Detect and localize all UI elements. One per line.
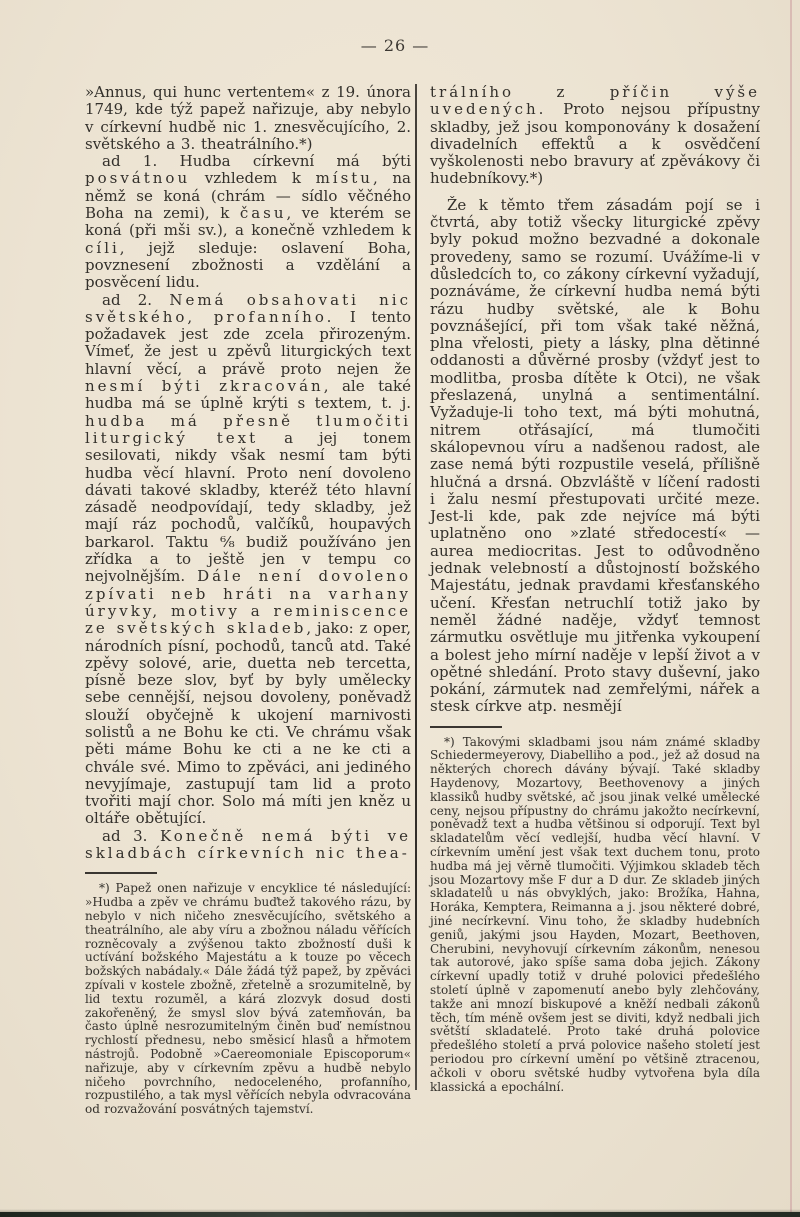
emphasized-text: hudba má přesně tlumočiti liturgický text [85,411,411,447]
right-column-footnote [430,736,760,1095]
emphasized-text: posvátnou [85,169,191,188]
scan-artifact-bottom-edge [0,1212,800,1217]
left-column [85,84,411,1117]
emphasized-text: Konečně nemá býti ve skladbách církevních nic thea- [85,826,411,863]
body-text: ad 2. [102,290,170,309]
body-text: , jako: z oper, národních písní, pochodů, tanců atd. Také zpěvy solové, arie, duetta neb tercetta, písně beze slov, byť by byly umělecky sebe cennější, nejsou dovoleny, poněvadž slouží obyčejně k ukojení marnivosti solistů a ne Bohu ke cti. Ve chrámu však pěti máme Bohu ke cti a ne ke cti a chvále své. Mimo to zpěváci, ani jediného nevyjímaje, zastupují tam lid a proto tvořiti mají chor. Solo má míti jen kněz u oltáře obětující. [85,619,411,828]
emphasized-text: Dále není dovoleno zpívati neb hráti na varhany úryvky, motivy a reminiscence ze světských skladeb [85,567,411,638]
footnote-separator-right [430,726,502,728]
body-text: ad 1. Hudba církevní má býti [102,152,411,171]
footnote-separator-left [85,872,157,874]
body-text: a jej tonem sesilovati, nikdy však nesmí tam býti hudba věcí hlavní. Proto není dovoleno dávati takové skladby, kteréž této hlavní zásadě neodpovídají, tedy skladby, jež mají ráz pochodů, valčíků, houpavých barkarol. Taktu ⁶⁄₈ budiž používáno jen zřídka a to ještě jen v tempu co nejvolnějším. [85,428,411,586]
body-text: , na němž se koná (chrám — sídlo věčného Boha na zemi), k [85,169,411,223]
emphasized-text: trálního z příčin výše uvedených. [430,83,760,119]
paragraph [430,84,760,188]
paragraph [430,197,760,716]
paragraph [85,292,411,828]
emphasized-text: cíli [85,238,120,257]
body-text: , ve kterém se koná (při mši sv.), a konečně vzhledem k [85,204,412,240]
left-column-main-text [85,84,411,862]
emphasized-text: času [239,204,287,223]
body-text: »Annus, qui hunc vertentem« z 19. února 1749, kde týž papež nařizuje, aby nebylo v církevní hudbě nic 1. znesvěcujícího, 2. světského a 3. theatrálního.*) [85,83,411,153]
paragraph [85,153,411,291]
left-column-footnote [85,882,411,1117]
body-text: , ale také hudba má se úplně krýti s textem, t. j. [85,377,412,413]
page-body [85,84,761,1117]
right-column-main-text [430,84,760,716]
emphasized-text: nesmí býti zkracován [85,377,324,396]
emphasized-text: místu [315,169,373,188]
paragraph [430,736,760,1095]
body-text: Proto nejsou přípustny skladby, jež jsou komponovány k dosažení divadelních effektů a k osvědčení vyškolenosti nebo bravury ať zpěvákovy či hudebníkovy.*) [430,100,760,188]
body-text: vzhledem k [190,169,316,188]
paragraph [85,882,411,1117]
body-text: ad 3. [102,826,160,845]
paragraph [85,84,411,153]
body-text: I tento požadavek jest zde zcela přirozeným. Vímeť, že jest u zpěvů liturgických text hlavní věcí, a právě proto nejen že [85,307,411,378]
scan-artifact-right-line [790,0,792,1217]
body-text: Že k těmto třem zásadám pojí se i čtvrtá, aby totiž všecky liturgické zpěvy byly pokud možno bezvadné a dokonale provedeny, samo se rozumí. Uvážíme-li v důsledcích to, co zákony církevní vyžadují, poznáváme, že církevní hudba nemá býti rázu hudby světské, ale k Bohu povznášející, při tom však také něžná, plna vřelosti, piety a lásky, plna dětinné oddanosti a důvěrné prosby (vždyť jest to modlitba, prosba dítěte k Otci), ne však přeslazená, unylná a sentimentální. Vyžaduje-li toho text, má býti mohutná, nitrem otřásající, má tlumočiti skálopevnou víru a nadšenou radost, ale zase nemá býti rozpustile veselá, přílišně hlučná a drsná. Obzvláště v líčení radosti i žalu nesmí přestupovati určité meze. Jest-li kde, pak zde nejvíce má býti uplatněno ono »zlaté středocestí« — aurea mediocritas. Jest to odůvodněno jednak velebností a důstojností božského Majestátu, jednak pravdami křesťanského učení. Křesťan netruchlí totiž jako by neměl žádné naděje, vždyť temnost zármutku osvětluje mu jitřenka vykoupení a bolest jeho mírní naděje v lepší život a v opětné shledání. Proto stavy duševní, jako pokání, zármutek nad zemřelými, nářek a stesk církve atp. nesmějí [430,195,760,716]
page-number: — 26 — [360,36,430,55]
paragraph [85,828,411,863]
emphasized-text: Nemá obsahovati nic světského, profanního. [85,290,411,326]
body-text: *) Takovými skladbami jsou nám známé skladby Schiedermeyerovy, Diabelliho a pod., jež až dosud na některých chorech dávány bývají. Také skladby Haydenovy, Mozartovy, Beethovenovy a jiných klassiků hudby světské, ač jsou jinak velké umělecké ceny, nejsou přípustny do chrámu jakožto necírkevní, poněvadž text a hudba většinou si odporují. Text byl skladatelům věcí vedlejší, hudba věcí hlavní. V církevním umění jest však text duchem tonu, proto hudba má jej věrně tlumočiti. Výjimkou skladeb těch jsou Mozartovy mše F dur a D dur. Ze skladeb jiných skladatelů u nás obvyklých, jako: Brožíka, Hahna, Horáka, Kemptera, Reimanna a j. jsou některé dobré, jiné necírkevní. Vinu toho, že skladby hudebních geniů, jakými jsou Hayden, Mozart, Beethoven, Cherubini, nevyhovují církevním zákonům, nenesou tak autorové, jako spíše sama doba jejich. Zákony církevní upadly totiž v druhé polovici předešlého století úplně v zapomenutí anebo byly zlehčovány, takže ani mnozí biskupové a kněží nedbali zákonů těch, tím méně ovšem jest se diviti, když nedbali jich světští skladatelé. Proto také druhá polovice předešlého století a prvá polovice našeho století jest periodou pro církevní umění po většině ztracenou, ačkoli v oboru světské hudby vytvořena byla díla klassická a epochální. [430,734,760,1094]
body-text: *) Papež onen nařizuje v encyklice té následující: »Hudba a zpěv ve chrámu buďtež takového rázu, by nebylo v nich ničeho znesvěcujícího, světského a theatrálního, ale aby víru a zbožnou náladu věřících rozněcovaly a zvýšenou takto zbožností duši k uctívání božského Majestátu a k touze po věcech božských nabádaly.« Dále žádá týž papež, by zpěváci zpívali v kostele zbožně, zřetelně a srozumitelně, by lid textu rozuměl, a kárá zlozvyk dosud dosti zakořeněný, že smysl slov bývá zatemňován, ba často úplně nesrozumitelným činěn buď nemístnou rychlostí přednesu, nebo směsicí hlasů a hřmotem nástrojů. Podobně »Caereomoniale Episcoporum« nařizuje, aby v církevním zpěvu a hudbě nebylo ničeho povrchního, nedoceleného, profanního, rozpustilého, a tak mysl věřících nebyla odvracována od rozvažování posvátných tajemství. [85,881,411,1117]
right-column [430,84,760,1094]
column-divider-rule [415,84,417,1090]
body-text: , jejž sleduje: oslavení Boha, povznesení zbožnosti a vzdělání a posvěcení lidu. [85,238,411,292]
